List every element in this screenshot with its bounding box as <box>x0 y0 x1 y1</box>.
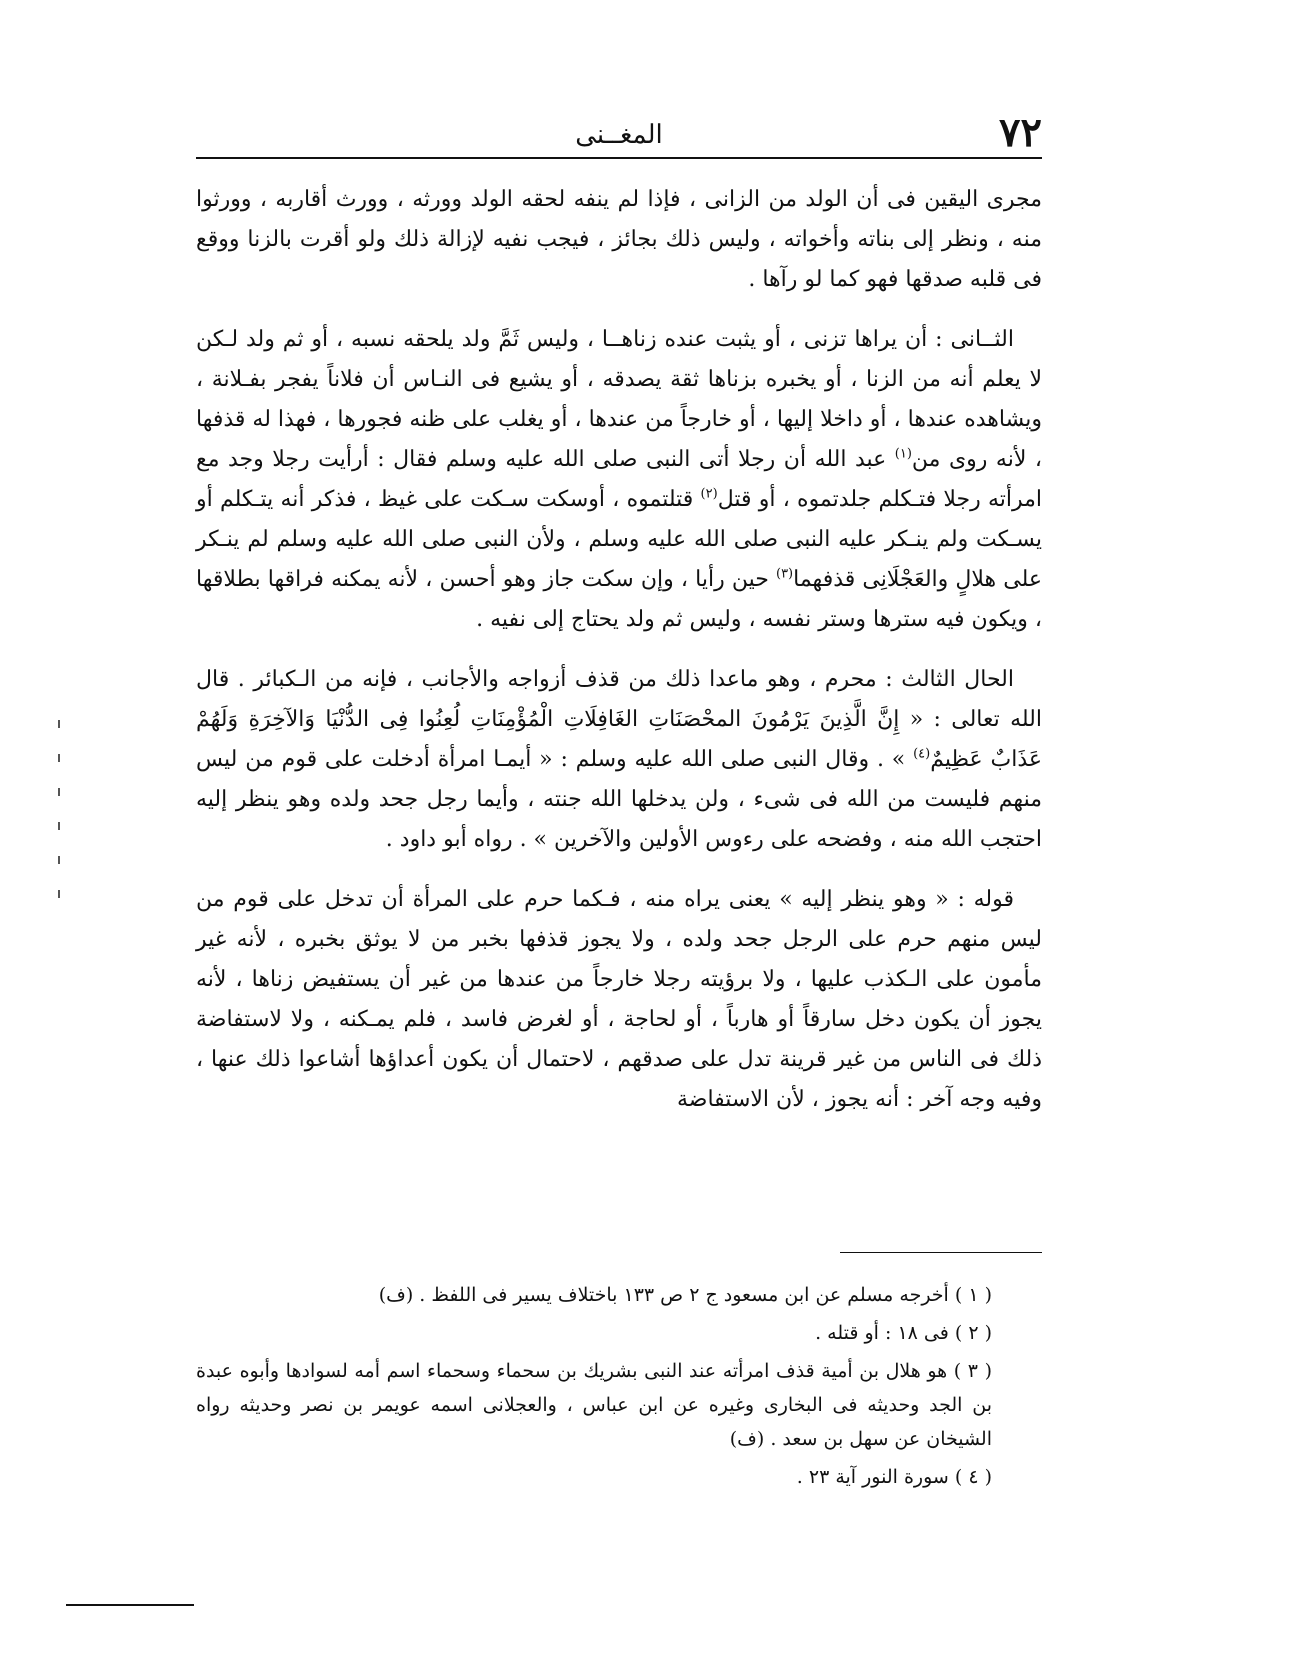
main-text <box>196 180 1042 1140</box>
paragraph-3: الحال الثالث : محرم ، وهو ماعدا ذلك من قذف أزواجه والأجانب ، فإنه من الـكبائر . قال الله تعالى : « إِنَّ الَّذِينَ يَرْمُونَ المحْصَنَاتِ الغَافِلَاتِ الْمُؤْمِنَاتِ لُعِنُوا فِى الدُّنْيَا وَالآخِرَةِ وَلَهُمْ عَذَابٌ عَظِيمٌ$^{(٤)}$ » . وقال النبى صلى الله عليه وسلم : « أيمـا امرأة أدخلت على قوم من ليس منهم فليست من الله فى شىء ، ولن يدخلها الله جنته ، وأيما رجل جحد ولده وهو ينظر إليه احتجب الله منه ، وفضحه على رءوس الأولين والآخرين » . رواه أبو داود . <box>196 667 1043 852</box>
paragraph-2: الثــانى : أن يراها تزنى ، أو يثبت عنده زناهــا ، وليس ثَمَّ ولد يلحقه نسبه ، أو ثم ولد لـكن لا يعلم أنه من الزنا ، أو يخبره بزناها ثقة يصدقه ، أو يشيع فى النـاس أن فلاناً يفجر بفـلانة ، ويشاهده عندها ، أو داخلا إليها ، أو خارجاً من عندها ، أو يغلب على ظنه فجورها ، فهذا له قذفها ، لأنه روى من$^{(١)}$ عبد الله أن رجلا أتى النبى صلى الله عليه وسلم فقال : أرأيت رجلا وجد مع امرأته رجلا فتـكلم جلدتموه ، أو قتل$^{(٢)}$ قتلتموه ، أوسكت سـكت على غيظ ، فذكر أنه يتـكلم أو يسـكت ولم ينـكر عليه النبى صلى الله عليه وسلم ، ولأن النبى صلى الله عليه وسلم لم ينـكر على هلالٍ والعَجْلَانِى قذفهما$^{(٣)}$ حين رأيا ، وإن سكت جاز وهو أحسن ، لأنه يمكنه فراقها بطلاقها ، ويكون فيه سترها وستر نفسه ، وليس ثم ولد يحتاج إلى نفيه . <box>196 327 1043 632</box>
note-ref-1: (١) <box>894 446 912 462</box>
bottom-rule <box>66 1604 194 1606</box>
note-ref-4: (٤) <box>913 746 931 762</box>
header-rule <box>196 157 1042 159</box>
page-number: ٧٢ <box>999 109 1042 156</box>
footnote-separator <box>840 1252 1042 1253</box>
note-ref-2: (٢) <box>700 486 718 502</box>
page-header <box>196 108 1042 158</box>
note-ref-3: (٣) <box>775 566 794 582</box>
footnote-3: ( ٣ ) هو هلال بن أمية قذف امرأته عند النبى بشريك بن سحماء وسحماء اسم أمه لسوادها وأبوه عبدة بن الجد وحديثه فى البخارى وغيره عن ابن عباس ، والعجلانى اسمه عويمر بن نصر وحديثه رواه الشيخان عن سهل بن سعد . (ف) <box>196 1360 992 1450</box>
footnote-2: ( ٢ ) فى ١٨ : أو قتله . <box>815 1322 992 1344</box>
running-title: المغــنى <box>575 120 663 150</box>
paragraph-4: قوله : « وهو ينظر إليه » يعنى يراه منه ، فـكما حرم على المرأة أن تدخل على قوم من ليس منهم حرم على الرجل جحد ولده ، ولا يجوز قذفها بخبر من لا يوثق بخبره ، لأنه غير مأمون على الـكذب عليها ، ولا برؤيته رجلا خارجاً من عندها من غير أن يستفيض زناها ، لأنه يجوز أن يكون دخل سارقاً أو هارباً ، أو لحاجة ، أو لغرض فاسد ، فلم يمـكنه ، ولا لاستفاضة ذلك فى الناس من غير قرينة تدل على صدقهم ، لاحتمال أن يكون أعداؤها أشاعوا ذلك عنها ، وفيه وجه آخر : أنه يجوز ، لأن الاستفاضة <box>196 887 1042 1112</box>
margin-marks <box>58 720 62 960</box>
footnote-4: ( ٤ ) سورة النور آية ٢٣ . <box>796 1466 992 1488</box>
paragraph-1: مجرى اليقين فى أن الولد من الزانى ، فإذا لم ينفه لحقه الولد وورثه ، وورث أقاربه ، وورثوا منه ، ونظر إلى بناته وأخواته ، وليس ذلك بجائز ، فيجب نفيه لإزالة ذلك ولو أقرت بالزنا ووقع فى قلبه صدقها فهو كما لو رآها . <box>196 187 1042 292</box>
footnote-1: ( ١ ) أخرجه مسلم عن ابن مسعود ج ٢ ص ١٣٣ باختلاف يسير فى اللفظ . (ف) <box>378 1284 992 1306</box>
footnotes <box>196 1278 1042 1498</box>
